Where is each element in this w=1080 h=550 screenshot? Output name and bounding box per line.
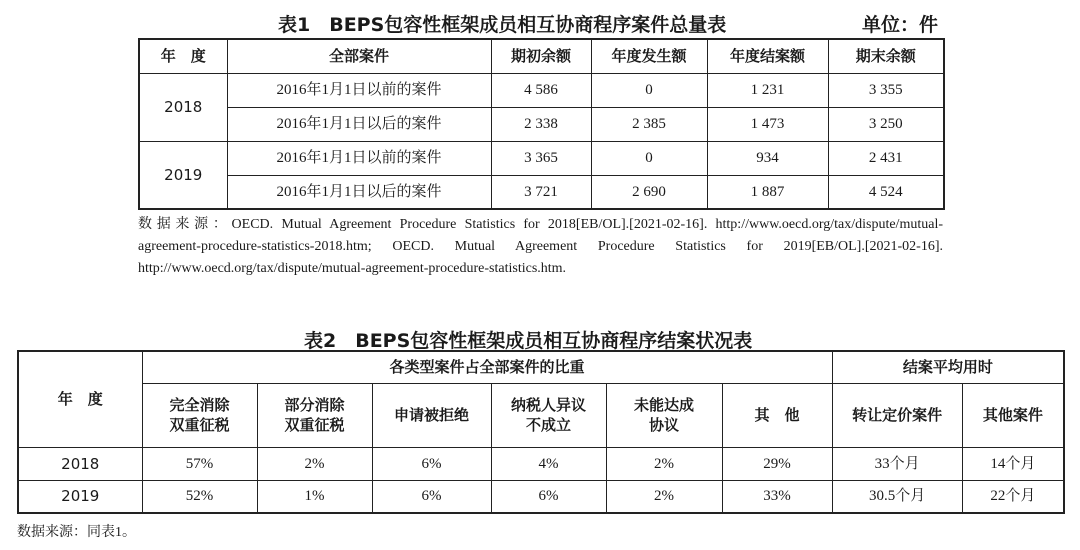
year-cell: 2019	[139, 141, 227, 209]
category-cell: 2016年1月1日以前的案件	[227, 141, 491, 175]
table-row	[18, 447, 1064, 480]
column-header-other: 其 他	[722, 383, 832, 447]
ending-cell: 3 355	[828, 73, 944, 107]
table2	[17, 350, 1065, 514]
value-cell: 22个月	[962, 480, 1064, 513]
value-cell: 2%	[606, 447, 722, 480]
ending-cell: 3 250	[828, 107, 944, 141]
new-cell: 2 690	[591, 175, 707, 209]
ending-cell: 4 524	[828, 175, 944, 209]
column-header-new-cases: 年度发生额	[591, 39, 707, 73]
table2-title: 表2 BEPS包容性框架成员相互协商程序结案状况表	[304, 330, 753, 352]
value-cell: 52%	[142, 480, 257, 513]
table1-header-row	[139, 39, 944, 73]
column-header-other-cases: 其他案件	[962, 383, 1064, 447]
table1	[138, 38, 945, 210]
table2-subheader-row	[18, 383, 1064, 447]
value-cell: 14个月	[962, 447, 1064, 480]
value-cell: 4%	[491, 447, 606, 480]
column-header-year: 年 度	[139, 39, 227, 73]
value-cell: 6%	[372, 480, 491, 513]
column-header-no-agreement: 未能达成 协议	[606, 383, 722, 447]
table2-group-header-row	[18, 351, 1064, 383]
group-header-case-shares: 各类型案件占全部案件的比重	[142, 351, 832, 383]
table2-source-note: 数据来源：同表1。	[17, 525, 136, 540]
column-header-full-elimination: 完全消除 双重征税	[142, 383, 257, 447]
value-cell: 6%	[372, 447, 491, 480]
table-row	[139, 73, 944, 107]
new-cell: 0	[591, 141, 707, 175]
opening-cell: 3 721	[491, 175, 591, 209]
value-cell: 33个月	[832, 447, 962, 480]
value-cell: 30.5个月	[832, 480, 962, 513]
source-label: 数据来源：	[138, 216, 232, 232]
category-cell: 2016年1月1日以后的案件	[227, 107, 491, 141]
table1-source-note	[138, 213, 943, 280]
table-row	[18, 480, 1064, 513]
table1-unit: 单位：件	[862, 14, 939, 36]
table-row	[139, 107, 944, 141]
year-cell: 2019	[18, 480, 142, 513]
closed-cell: 1 473	[707, 107, 828, 141]
column-header-year: 年 度	[18, 351, 142, 447]
closed-cell: 1 231	[707, 73, 828, 107]
year-cell: 2018	[139, 73, 227, 141]
column-header-request-denied: 申请被拒绝	[372, 383, 491, 447]
column-header-objection-unfounded: 纳税人异议 不成立	[491, 383, 606, 447]
category-cell: 2016年1月1日以前的案件	[227, 73, 491, 107]
column-header-partial-elimination: 部分消除 双重征税	[257, 383, 372, 447]
value-cell: 2%	[606, 480, 722, 513]
opening-cell: 3 365	[491, 141, 591, 175]
ending-cell: 2 431	[828, 141, 944, 175]
column-header-opening-balance: 期初余额	[491, 39, 591, 73]
category-cell: 2016年1月1日以后的案件	[227, 175, 491, 209]
value-cell: 1%	[257, 480, 372, 513]
closed-cell: 1 887	[707, 175, 828, 209]
source-text: OECD. Mutual Agreement Procedure Statistics for 2018[EB/OL].[2021-02-16]. http://www.oecd.org/tax/dispute/mutual-agreement-procedure-statistics-2018.htm; OECD. Mutual Agreement Procedure Statistics for 2019[EB/OL].[2021-02-16]. http://www.oecd.org/tax/dispute/mutual-agreement-procedure-statistics.htm.	[138, 217, 943, 276]
closed-cell: 934	[707, 141, 828, 175]
value-cell: 2%	[257, 447, 372, 480]
group-header-avg-time: 结案平均用时	[832, 351, 1064, 383]
year-cell: 2018	[18, 447, 142, 480]
table-row	[139, 175, 944, 209]
column-header-transfer-pricing: 转让定价案件	[832, 383, 962, 447]
new-cell: 0	[591, 73, 707, 107]
opening-cell: 4 586	[491, 73, 591, 107]
value-cell: 33%	[722, 480, 832, 513]
table-row	[139, 141, 944, 175]
value-cell: 29%	[722, 447, 832, 480]
opening-cell: 2 338	[491, 107, 591, 141]
column-header-all-cases: 全部案件	[227, 39, 491, 73]
value-cell: 57%	[142, 447, 257, 480]
column-header-ending-balance: 期末余额	[828, 39, 944, 73]
column-header-closed-cases: 年度结案额	[707, 39, 828, 73]
table1-title: 表1 BEPS包容性框架成员相互协商程序案件总量表	[278, 14, 727, 36]
new-cell: 2 385	[591, 107, 707, 141]
value-cell: 6%	[491, 480, 606, 513]
